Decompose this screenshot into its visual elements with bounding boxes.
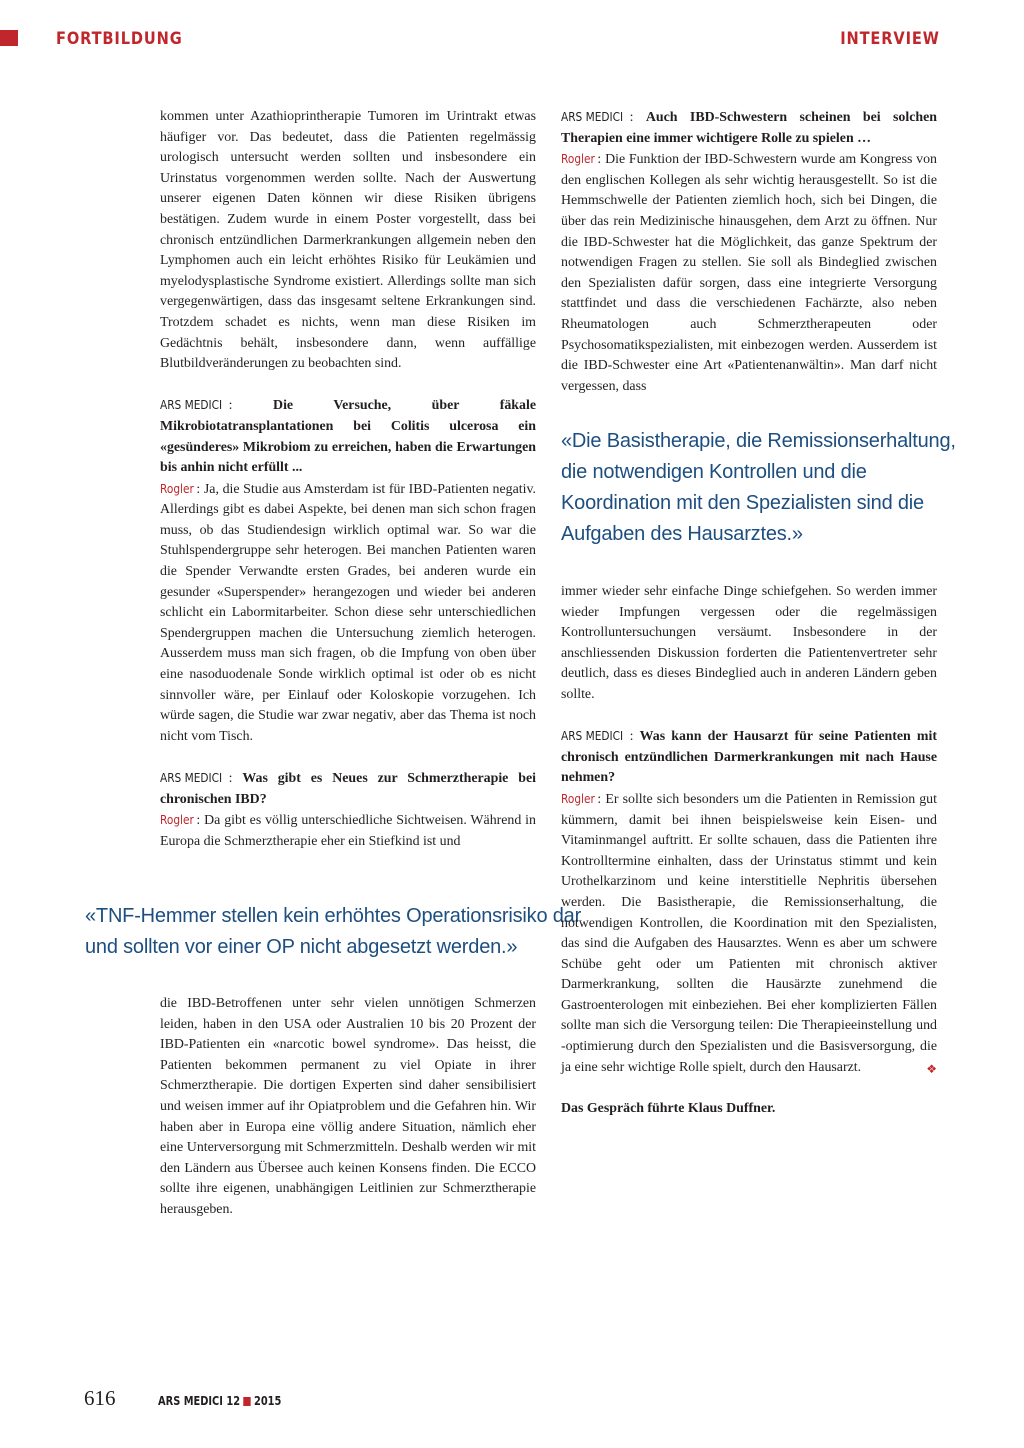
- pull-quote-left: «TNF-Hemmer stellen kein erhöhtes Operationsrisiko dar und sollten vor einer OP nicht abgesetzt werden.»: [85, 905, 582, 958]
- speaker-ars-medici: ARS MEDICI: [160, 771, 223, 785]
- category-header: INTERVIEW: [840, 29, 940, 49]
- magazine-issue: [158, 1394, 281, 1408]
- interview-answer: Rogler : Die Funktion der IBD-Schwestern wurde am Kongress von den englischen Kollegen als sehr wichtig herausgestellt. So ist die Hemmschwelle der Patienten ziemlich hoch, sich bei Dingen, die über das rein Medizinische hinausgehen, dem Arzt zu öffnen. Nur die IBD-Schwester hat die Möglichkeit, das ganze Spektrum der notwendigen Fragen zu stellen. Sie soll als Bindeglied zwischen den Spezialisten dafür sorgen, dass eine integrierte Versorgung stattfindet und dass die verschiedenen Fachärzte, also neben Rheumatologen auch Schmerztherapeuten oder Psychosomatikspezialisten, mit einbezogen werden. Ausserdem ist die IBD-Schwester eine Art «Patientenanwältin». Man darf nicht vergessen, dass: [561, 149, 937, 397]
- answer-text: Da gibt es völlig unterschiedliche Sichtweisen. Während in Europa die Schmerztherapie eher ein Stiefkind ist und: [160, 813, 536, 849]
- speaker-ars-medici: ARS MEDICI: [160, 398, 223, 413]
- page-number: 616: [84, 1386, 116, 1410]
- speaker-rogler: Rogler: [160, 813, 194, 828]
- answer-text: Ja, die Studie aus Amsterdam ist für IBD-Patienten negativ. Allerdings gibt es dabei Aspekte, bei denen man sich schon fragen muss, ob das Studiendesign wirklich optimal war. So war die Stuhlspendergruppe sehr heterogen. Bei manchen Patienten waren die Spender Verwandte ersten Grades, bei anderen wurde ein gesunder «Superspender» herangezogen und wieder bei anderen schlicht ein Labormitarbeiter. Schon diese sehr unterschiedlichen Spendergruppen machen die Untersuchung ziemlich heterogen. Ausserdem muss man sich fragen, ob die Impfung von oben über eine nasoduodenale Sonde wirklich optimal ist oder ob es nicht sinnvoller wäre, per Einlauf oder Koloskopie vorzugehen. Ich würde sagen, die Studie war zwar negativ, aber das Thema ist noch nicht vom Tisch.: [160, 481, 536, 744]
- paragraph: kommen unter Azathioprintherapie Tumoren im Urintrakt etwas häufiger vor. Das bedeutet, dass die Patienten regelmässig urologisch untersucht werden sollten und insbesondere ein Urinstatus vorgenommen werden sollte. Nach der Auswertung unserer eigenen Daten können wir diese Risiken übrigens bestätigen. Zudem wurde in einem Poster vorgestellt, dass bei chronisch entzündlichen Darmerkrankungen allgemein neben den Lymphomen auch ein leicht erhöhtes Risiko für Leukämien und myelodysplastische Syndrome existiert. Allerdings sollte man sich vergegenwärtigen, dass das insgesamt seltene Erkrankungen sind. Trotzdem schadet es nichts, wenn man diese Risiken im Gedächtnis behält, insbesondere dann, wenn auffällige Blutbildveränderungen zu beobachten sind.: [160, 109, 536, 372]
- pull-quote-right: «Die Basistherapie, die Remissionserhaltung, die notwendigen Kontrollen und die Koordination mit den Spezialisten sind die Aufgaben des Hausarztes.»: [561, 430, 956, 545]
- paragraph: immer wieder sehr einfache Dinge schiefgehen. So werden immer wieder Impfungen vergessen oder die regelmässigen Kontrolluntersuchungen versäumt. Insbesondere in der anschliessenden Diskussion forderten die Patientenvertreter sehr deutlich, dass es dieses Bindeglied auch in anderen Ländern geben sollte.: [561, 584, 937, 702]
- interview-question: ARS MEDICI : Die Versuche, über fäkale Mikrobiotatransplantationen bei Colitis ulcerosa ein «gesünderes» Mikrobiom zu erreichen, haben die Erwartungen bis anhin nicht erfüllt ...: [160, 395, 536, 478]
- interview-question: ARS MEDICI : Was kann der Hausarzt für seine Patienten mit chronisch entzündlichen Darmerkrankungen mit nach Hause nehmen?: [561, 726, 937, 789]
- speaker-rogler: Rogler: [561, 791, 595, 806]
- diamond-icon: ❖: [926, 1061, 937, 1076]
- question-text: Auch IBD-Schwestern scheinen bei solchen Therapien eine immer wichtigere Rolle zu spielen …: [561, 110, 937, 146]
- section-marker-icon: [0, 30, 18, 46]
- separator-square-icon: [243, 1397, 250, 1406]
- speaker-rogler: Rogler: [561, 152, 595, 167]
- column-left-bottom: [160, 994, 536, 1221]
- interview-answer: Rogler : Er sollte sich besonders um die Patienten in Remission gut kümmern, damit bei ihnen beispielsweise kein Eisen- und Vitaminmangel auftritt. Er sollte schauen, dass die Patienten ihre Kontrolltermine einhalten, dass der Urinstatus stimmt und kein Urothelkarzinom und keine interstitielle Nephritis übersehen werden. Die Basistherapie, die Remissionserhaltung, die notwendigen Kontrollen, die Koordination mit den Spezialisten, das sind die Aufgaben des Hausarztes. Wenn es aber um schwere Schübe geht oder um Patienten mit chronisch aktiver Darmerkrankung, sollten die Hausärzte zunehmend die Gastroenterologen mit einbeziehen. Bei eher komplizierten Fällen sollte man sich die Versorgung teilen: Die Therapieeinstellung und -optimierung durch den Spezialisten und die Basisversorgung, die ja eine sehr wichtige Rolle spielt, durch den Hausarzt. ❖: [561, 789, 937, 1078]
- answer-text: Er sollte sich besonders um die Patienten in Remission gut kümmern, damit bei ihnen beispielsweise kein Eisen- und Vitaminmangel auftritt. Er sollte schauen, dass die Patienten ihre Kontrolltermine einhalten, dass der Urinstatus stimmt und kein Urothelkarzinom und keine interstitielle Nephritis übersehen werden. Die Basistherapie, die Remissionserhaltung, die notwendigen Kontrollen, die Koordination mit den Spezialisten, das sind die Aufgaben des Hausarztes. Wenn es aber um schwere Schübe geht oder um Patienten mit chronisch aktiver Darmerkrankung, sollten die Hausärzte zunehmend die Gastroenterologen mit einbeziehen. Bei eher komplizierten Fällen sollte man sich die Versorgung teilen: Die Therapieeinstellung und -optimierung durch den Spezialisten und die Basisversorgung, die ja eine sehr wichtige Rolle spielt, durch den Hausarzt.: [561, 791, 937, 1075]
- section-header: FORTBILDUNG: [56, 29, 183, 49]
- question-text: Was kann der Hausarzt für seine Patienten mit chronisch entzündlichen Darmerkrankungen mit nach Hause nehmen?: [561, 729, 937, 786]
- column-right-top: [561, 107, 937, 397]
- speaker-ars-medici: ARS MEDICI: [561, 729, 624, 744]
- interview-credit: Das Gespräch führte Klaus Duffner.: [561, 1100, 776, 1116]
- interview-question: ARS MEDICI : Auch IBD-Schwestern scheinen bei solchen Therapien eine immer wichtigere Rolle zu spielen …: [561, 107, 937, 149]
- column-left-top: [160, 107, 536, 852]
- question-text: Was gibt es Neues zur Schmerztherapie bei chronischen IBD?: [160, 771, 536, 807]
- interview-answer: Rogler : Da gibt es völlig unterschiedliche Sichtweisen. Während in Europa die Schmerztherapie eher ein Stiefkind ist und: [160, 810, 536, 852]
- column-right-bottom: [561, 582, 937, 1119]
- question-text: Die Versuche, über fäkale Mikrobiotatransplantationen bei Colitis ulcerosa ein «gesünderes» Mikrobiom zu erreichen, haben die Erwartungen bis anhin nicht erfüllt ...: [160, 398, 536, 476]
- issue-year: 2015: [253, 1394, 282, 1408]
- paragraph: die IBD-Betroffenen unter sehr vielen unnötigen Schmerzen leiden, haben in den USA oder Australien 10 bis 20 Prozent der IBD-Patienten ein «narcotic bowel syndrome». Das heisst, die Patienten bekommen permanent zu viel Opiate in ihrer Schmerztherapie. Die dortigen Experten sind daher sensibilisiert und weisen immer auf ihr Opiatproblem und die Gefahren hin. Wir haben aber in Europa eine völlig andere Situation, nämlich eher eine Unterversorgung mit Schmerzmitteln. Deshalb werden wir mit den Ländern aus Übersee auch keinen Konsens finden. Die ECCO sollte ihre eigenen, unabhängigen Leitlinien zur Schmerztherapie herausgeben.: [160, 996, 536, 1217]
- interview-question: ARS MEDICI : Was gibt es Neues zur Schmerztherapie bei chronischen IBD?: [160, 768, 536, 810]
- interview-answer: Rogler : Ja, die Studie aus Amsterdam ist für IBD-Patienten negativ. Allerdings gibt es dabei Aspekte, bei denen man sich schon fragen muss, ob das Studiendesign wirklich optimal war. So war die Stuhlspendergruppe sehr heterogen. Bei manchen Patienten waren die Spender Verwandte ersten Grades, bei anderen wurde ein gesunder «Superspender» herangezogen und wieder bei anderen schlicht ein Labormitarbeiter. Schon diese sehr unterschiedlichen Spendergruppen machen die Untersuchung ziemlich heterogen. Ausserdem muss man sich fragen, ob die Impfung von oben über eine nasoduodenale Sonde wirklich optimal ist oder ob es nicht sinnvoller wäre, per Einlauf oder Koloskopie vorzugehen. Ich würde sagen, die Studie war zwar negativ, aber das Thema ist noch nicht vom Tisch.: [160, 479, 536, 748]
- speaker-ars-medici: ARS MEDICI: [561, 110, 624, 124]
- answer-text: Die Funktion der IBD-Schwestern wurde am Kongress von den englischen Kollegen als sehr wichtig herausgestellt. So ist die Hemmschwelle der Patienten ziemlich hoch, sich bei Dingen, die über das rein Medizinische hinausgehen, dem Arzt zu öffnen. Nur die IBD-Schwester hat die Möglichkeit, das ganze Spektrum der notwendigen Fragen zu stellen. Sie soll als Bindeglied zwischen den Spezialisten dafür sorgen, dass eine integrierte Versorgung stattfindet und dass die verschiedenen Fachärzte, also neben Rheumatologen auch Schmerztherapeuten oder Psychosomatikspezialisten, mit einbezogen werden. Ausserdem ist die IBD-Schwester eine Art «Patientenanwältin». Man darf nicht vergessen, dass: [561, 152, 937, 394]
- speaker-rogler: Rogler: [160, 481, 194, 496]
- magazine-name: ARS MEDICI 12: [158, 1394, 241, 1408]
